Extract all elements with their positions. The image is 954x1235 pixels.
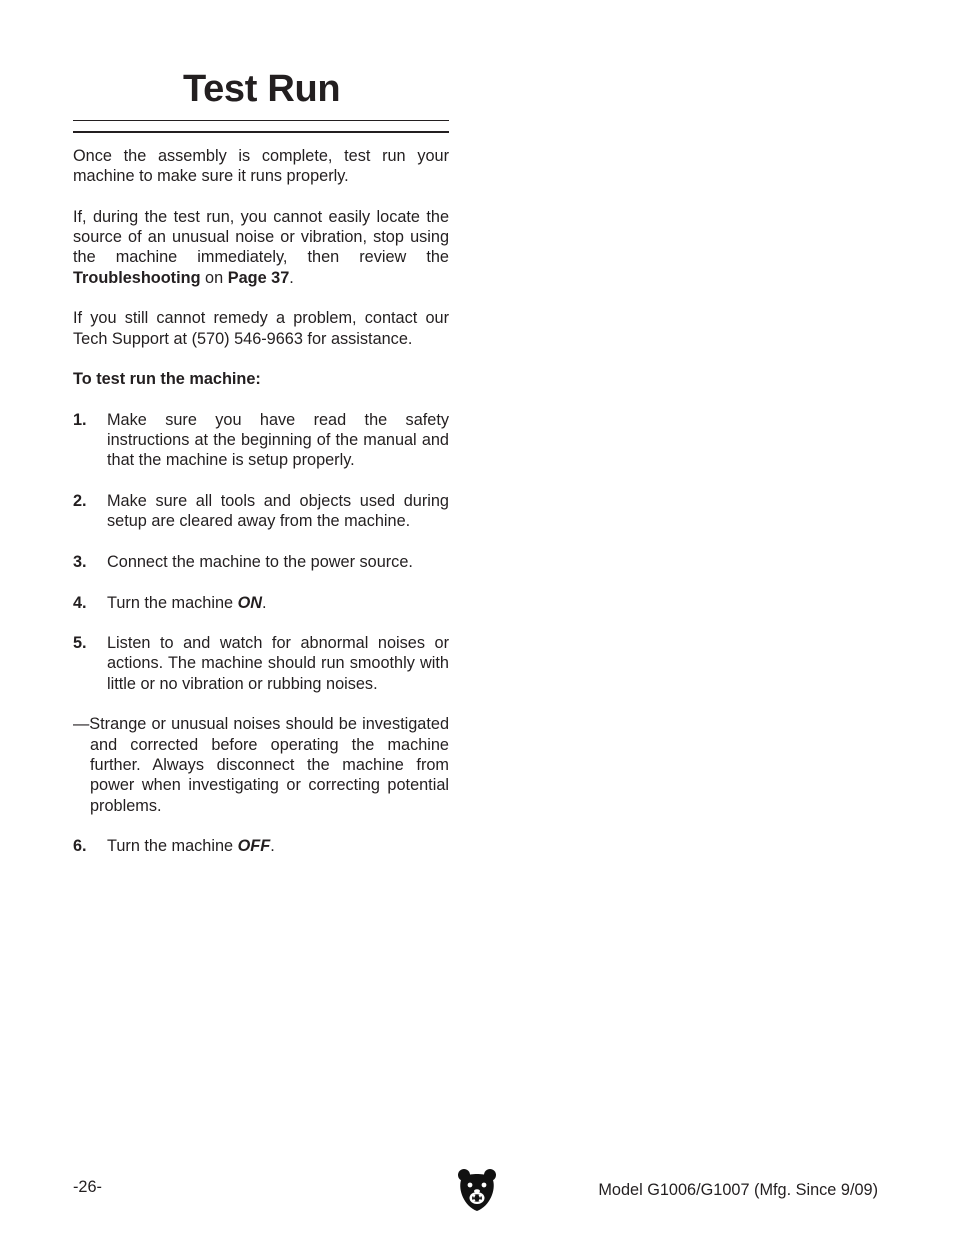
intro-paragraph-2: If, during the test run, you cannot easily locate the source of an unusual noise or vibration, stop using the machine immediately, then review the Troubleshooting on Page 37. <box>73 207 449 287</box>
page-number: -26- <box>73 1178 102 1196</box>
off-keyword: OFF <box>237 837 271 856</box>
step-number: 2. <box>73 492 87 511</box>
troubleshooting-reference: Troubleshooting <box>73 268 201 287</box>
page-reference: Page 37 <box>227 268 290 287</box>
step-text: Make sure you have read the safety instructions at the beginning of the manual and that the machine is setup properly. <box>107 410 449 470</box>
on-keyword: ON <box>237 593 263 612</box>
content-column <box>73 146 449 877</box>
intro-paragraph-1: Once the assembly is complete, test run your machine to make sure it runs properly. <box>73 147 449 186</box>
step-text: Turn the machine ON. <box>107 593 267 612</box>
step-text: Listen to and watch for abnormal noises or actions. The machine should run smoothly with little or no vibration or rubbing noises. <box>107 634 449 693</box>
title-rule-thin <box>73 120 449 121</box>
intro-paragraph-3: If you still cannot remedy a problem, contact our Tech Support at (570) 546-9663 for assistance. <box>73 309 449 348</box>
step-text: Make sure all tools and objects used during setup are cleared away from the machine. <box>107 492 449 531</box>
step-5 <box>73 633 449 694</box>
page-title: Test Run <box>183 68 341 110</box>
step-3 <box>73 552 449 572</box>
step-4 <box>73 593 449 613</box>
step-number: 6. <box>73 837 87 856</box>
step-number: 5. <box>73 634 87 653</box>
step-2 <box>73 491 449 532</box>
step-1 <box>73 410 449 471</box>
title-rule-thick <box>73 131 449 133</box>
step-number: 3. <box>73 552 87 571</box>
bear-head-logo-icon <box>457 1168 497 1212</box>
step-text: Connect the machine to the power source. <box>107 552 413 571</box>
step-number: 4. <box>73 593 87 612</box>
step-5-note: —Strange or unusual noises should be investigated and corrected before operating the machine further. Always disconnect the machine from power when investigating or correcting potential problems. <box>73 715 449 815</box>
step-text: Turn the machine OFF. <box>107 837 275 856</box>
procedure-heading: To test run the machine: <box>73 370 261 389</box>
model-info: Model G1006/G1007 (Mfg. Since 9/09) <box>598 1181 878 1199</box>
step-6 <box>73 836 449 856</box>
step-number: 1. <box>73 410 87 429</box>
